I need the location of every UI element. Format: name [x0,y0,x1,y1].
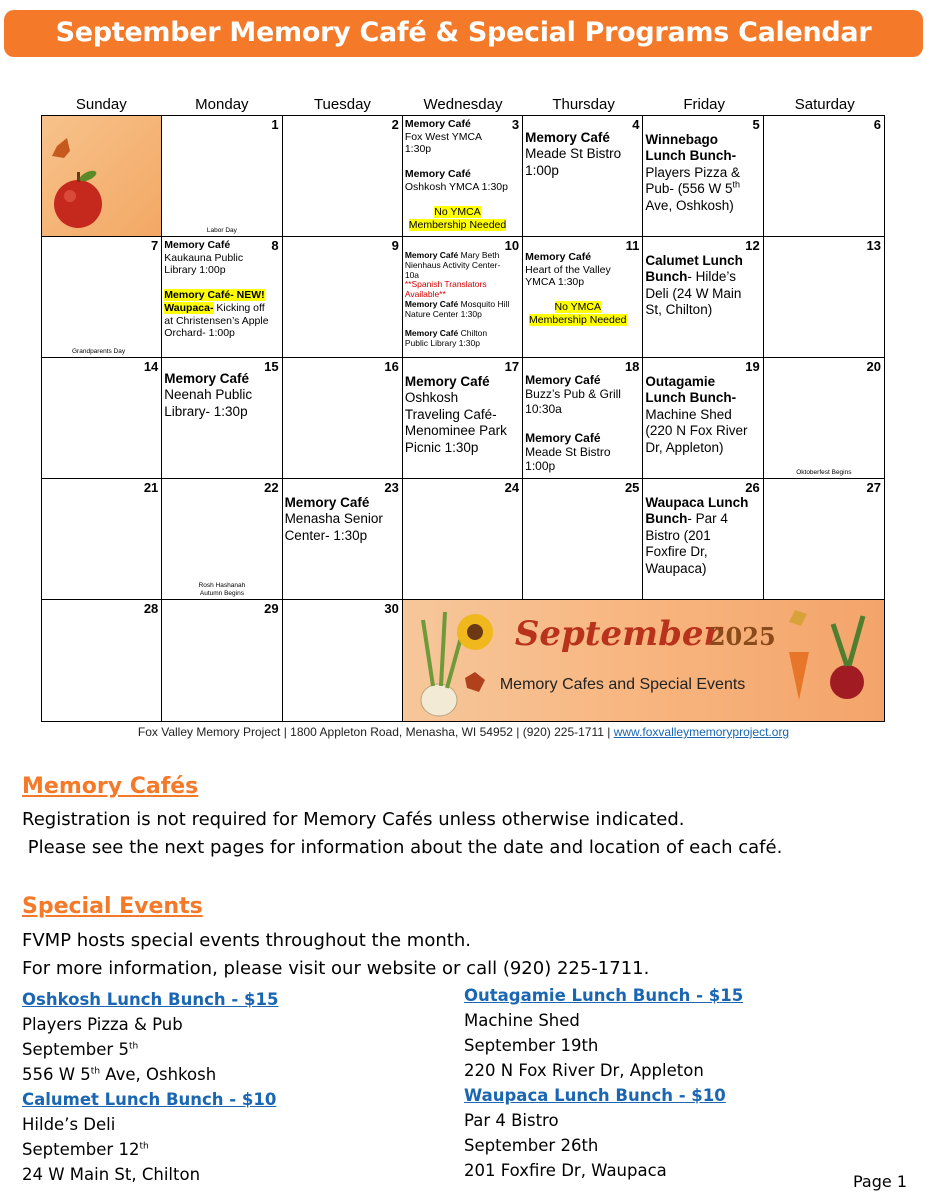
day-cell: 13 [764,237,884,358]
holiday-label: Oktoberfest Begins [796,468,852,476]
day-events: Waupaca Lunch Bunch- Par 4 Bistro (201 Foxfire Dr, Waupaca) [645,495,749,576]
special-events-heading: Special Events [22,894,203,919]
autumn-leaf-icon [789,610,807,626]
day-cell: 4 Memory Café Meade St Bistro 1:00p [523,116,643,237]
day-events: Memory Café Kaukauna Public Library 1:00p Memory Café- NEW! Waupaca- Kicking off at Christensen’s Apple Orchard- 1:00p [164,239,269,340]
day-cell: 18 Memory Café Buzz’s Pub & Grill 10:30a Memory Café Meade St Bistro 1:00p [523,358,643,479]
day-cell: 25 [523,479,643,600]
day-name: Monday [195,96,249,113]
day-cell: 16 [283,358,403,479]
apple-illustration [42,116,162,237]
day-cell: 15 Memory Café Neenah Public Library- 1:30p [162,358,282,479]
calendar-footer: Fox Valley Memory Project | 1800 Appleton Road, Menasha, WI 54952 | (920) 225-1711 | www.foxvalleymemoryproject.org [137,725,790,739]
day-cell: 19 Outagamie Lunch Bunch- Machine Shed (220 N Fox River Dr, Appleton) [643,358,763,479]
outagamie-lunch-bunch-link[interactable]: Outagamie Lunch Bunch - $15 [464,986,744,1005]
day-name: Thursday [552,96,615,113]
special-events-line: FVMP hosts special events throughout the month. [22,930,471,951]
day-name: Wednesday [423,96,503,113]
memory-cafes-line: Please see the next pages for information about the date and location of each café. [22,837,783,858]
holiday-label: Rosh Hashanah Autumn Begins [198,582,246,597]
holiday-label: Labor Day [206,226,237,234]
day-events: Winnebago Lunch Bunch- Players Pizza & Pub- (556 W 5th Ave, Oshkosh) [645,132,740,213]
carrot-icon [789,652,809,700]
membership-note: No YMCA Membership Needed [529,301,627,326]
day-events: Memory Café Buzz’s Pub & Grill 10:30a Memory Café Meade St Bistro 1:00p [525,373,621,474]
day-events: Memory Café Menasha Senior Center- 1:30p [284,495,383,543]
day-name: Friday [683,96,726,113]
day-cell: 9 [283,237,403,358]
apple-icon [54,180,102,228]
membership-note: No YMCA Membership Needed [408,206,507,231]
day-cell: 2 [283,116,403,237]
day-cell: 6 [764,116,884,237]
page-number: Page 1 [853,1172,907,1191]
day-cell: 1 Labor Day [162,116,282,237]
page-banner-title: September Memory Café & Special Programs Calendar [4,10,923,57]
day-cell: 11 Memory Café Heart of the Valley YMCA 1:30p No YMCA Membership Needed [523,237,643,358]
autumn-leaf-icon [465,672,485,692]
day-name-header [41,95,885,115]
day-cell: 10 Memory Café Mary Beth Nienhaus Activity Center- 10a **Spanish Translators Available** Memory Café Mosquito Hill Nature Center 1:30p Memory Café Chilton Public Library 1:30p [403,237,523,358]
day-name: Saturday [794,96,855,113]
holiday-label: Grandparents Day [72,347,126,355]
day-cell: 30 [283,600,403,721]
events-right-column: Outagamie Lunch Bunch - $15 Machine Shed September 19th 220 N Fox River Dr, Appleton Waupaca Lunch Bunch - $10 Par 4 Bistro September 26th 201 Foxfire Dr, Waupaca [464,983,743,1183]
waupaca-lunch-bunch-link[interactable]: Waupaca Lunch Bunch - $10 [464,1086,726,1105]
graphic-subtitle: Memory Cafes and Special Events [499,676,746,693]
memory-cafes-line: Registration is not required for Memory Cafés unless otherwise indicated. [22,809,685,830]
day-name: Tuesday [313,96,371,113]
day-events: Calumet Lunch Bunch- Hilde’s Deli (24 W Main St, Chilton) [645,253,743,318]
day-cell: 23 Memory Café Menasha Senior Center- 1:30p [283,479,403,600]
apple-illustration-cell [42,116,162,237]
day-cell: 20 Oktoberfest Begins [764,358,884,479]
day-cell: 26 Waupaca Lunch Bunch- Par 4 Bistro (201 Foxfire Dr, Waupaca) [643,479,763,600]
website-link[interactable]: www.foxvalleymemoryproject.org [613,725,790,739]
day-cell: 17 Memory Café Oshkosh Traveling Café- Menominee Park Picnic 1:30p [403,358,523,479]
day-events: Outagamie Lunch Bunch- Machine Shed (220 N Fox River Dr, Appleton) [645,374,748,455]
day-events: Memory Café Mary Beth Nienhaus Activity Center- 10a **Spanish Translators Available** Memory Café Mosquito Hill Nature Center 1:30p Memory Café Chilton Public Library 1:30p [404,250,510,348]
september-graphic [403,600,884,721]
day-name: Sunday [75,96,127,113]
day-cell: 24 [403,479,523,600]
day-cell: 14 [42,358,162,479]
day-cell: 27 [764,479,884,600]
oshkosh-lunch-bunch-link[interactable]: Oshkosh Lunch Bunch - $15 [22,990,279,1009]
day-cell: 7 Grandparents Day [42,237,162,358]
day-cell: 21 [42,479,162,600]
day-cell: 22 Rosh Hashanah Autumn Begins [162,479,282,600]
day-cell: 28 [42,600,162,721]
events-left-column: Oshkosh Lunch Bunch - $15 Players Pizza & Pub September 5th 556 W 5th Ave, Oshkosh Calumet Lunch Bunch - $10 Hilde’s Deli September 12th 24 W Main St, Chilton [22,987,278,1187]
day-cell: 8 Memory Café Kaukauna Public Library 1:00p Memory Café- NEW! Waupaca- Kicking off at Christensen’s Apple Orchard- 1:00p [162,237,282,358]
graphic-month: September [514,614,722,654]
day-events: Memory Café Meade St Bistro 1:00p [525,130,622,178]
calumet-lunch-bunch-link[interactable]: Calumet Lunch Bunch - $10 [22,1090,277,1109]
day-cell: 29 [162,600,282,721]
day-cell: 12 Calumet Lunch Bunch- Hilde’s Deli (24 W Main St, Chilton) [643,237,763,358]
day-events: Memory Café Fox West YMCA 1:30p Memory Café Oshkosh YMCA 1:30p No YMCA Membership Needed [404,118,508,231]
graphic-year: 2025 [708,622,776,651]
day-cell: 3 Memory Café Fox West YMCA 1:30p Memory Café Oshkosh YMCA 1:30p No YMCA Membership Needed [403,116,523,237]
calendar-grid [41,115,885,722]
onion-icon [421,684,457,716]
special-events-line: For more information, please visit our website or call (920) 225-1711. [22,958,650,979]
day-events: Memory Café Neenah Public Library- 1:30p [164,371,253,419]
day-cell: 5 Winnebago Lunch Bunch- Players Pizza & Pub- (556 W 5th Ave, Oshkosh) [643,116,763,237]
beet-icon [830,665,864,699]
day-events: Memory Café Oshkosh Traveling Café- Menominee Park Picnic 1:30p [404,374,507,455]
memory-cafes-heading: Memory Cafés [22,774,199,799]
autumn-leaf-icon [52,138,70,158]
day-events: Memory Café Heart of the Valley YMCA 1:30p No YMCA Membership Needed [525,251,627,326]
calendar [41,95,885,722]
